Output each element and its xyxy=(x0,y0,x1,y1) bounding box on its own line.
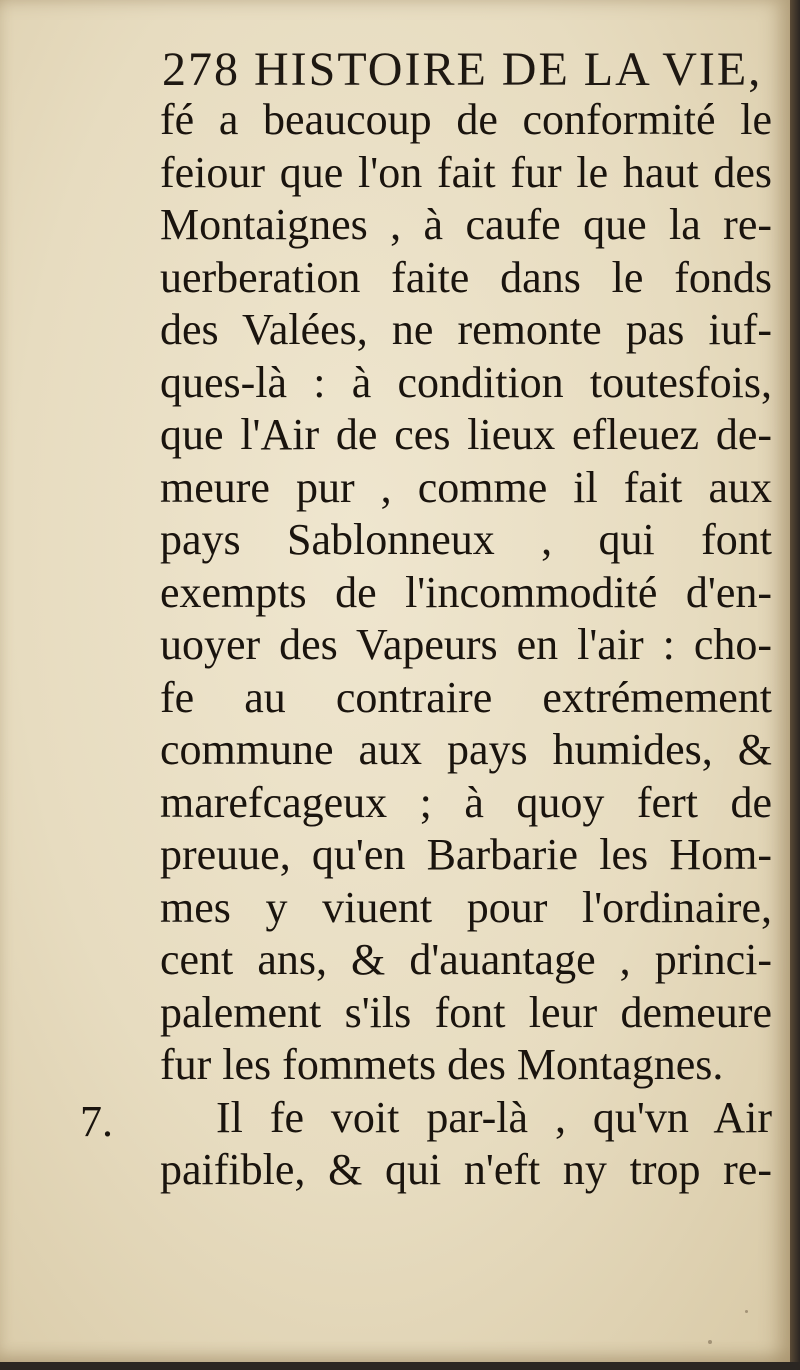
text-line: uerberation faite dans le fonds xyxy=(160,252,772,302)
text-line: des Valées, ne remonte pas iuf- xyxy=(160,305,772,354)
text-line: meure pur , comme il fait aux xyxy=(160,462,772,512)
text-line: paifible, & qui n'eft ny trop re- xyxy=(160,1145,772,1194)
running-title: HISTOIRE DE LA VIE, xyxy=(254,43,763,96)
text-line: preuue, qu'en Barbarie les Hom- xyxy=(160,830,772,879)
text-line: Il fe voit par-là , qu'vn Air xyxy=(216,1092,772,1142)
text-line: marefcageux ; à quoy fert de xyxy=(160,777,772,827)
page-edge xyxy=(790,0,800,1370)
text-line: cent ans, & d'auantage , princi- xyxy=(160,935,772,984)
text-line: fur les fommets des Montagnes. xyxy=(160,1040,724,1089)
text-line: uoyer des Vapeurs en l'air : cho- xyxy=(160,620,772,669)
text-line: Montaignes , à caufe que la re- xyxy=(160,200,772,249)
text-line: pays Sablonneux , qui font xyxy=(160,515,772,564)
bottom-edge xyxy=(0,1362,800,1370)
margin-number: 7. xyxy=(80,1097,113,1146)
text-line: commune aux pays humides, & xyxy=(160,725,772,774)
text-line: palement s'ils font leur demeure xyxy=(160,987,772,1037)
text-line: fe au contraire extrémement xyxy=(160,672,772,722)
page-number: 278 xyxy=(162,43,240,96)
text-line: feiour que l'on fait fur le haut des xyxy=(160,147,772,197)
paper-speck xyxy=(708,1340,712,1344)
text-line: exempts de l'incommodité d'en- xyxy=(160,567,772,617)
paper-speck xyxy=(745,1310,748,1313)
body-text xyxy=(160,94,772,1197)
text-line: mes y viuent pour l'ordinaire, xyxy=(160,882,772,932)
text-line: ques-là : à condition toutesfois, xyxy=(160,357,772,407)
running-header xyxy=(162,42,762,97)
text-line: fé a beaucoup de conformité le xyxy=(160,95,772,144)
text-line: que l'Air de ces lieux efleuez de- xyxy=(160,410,772,459)
